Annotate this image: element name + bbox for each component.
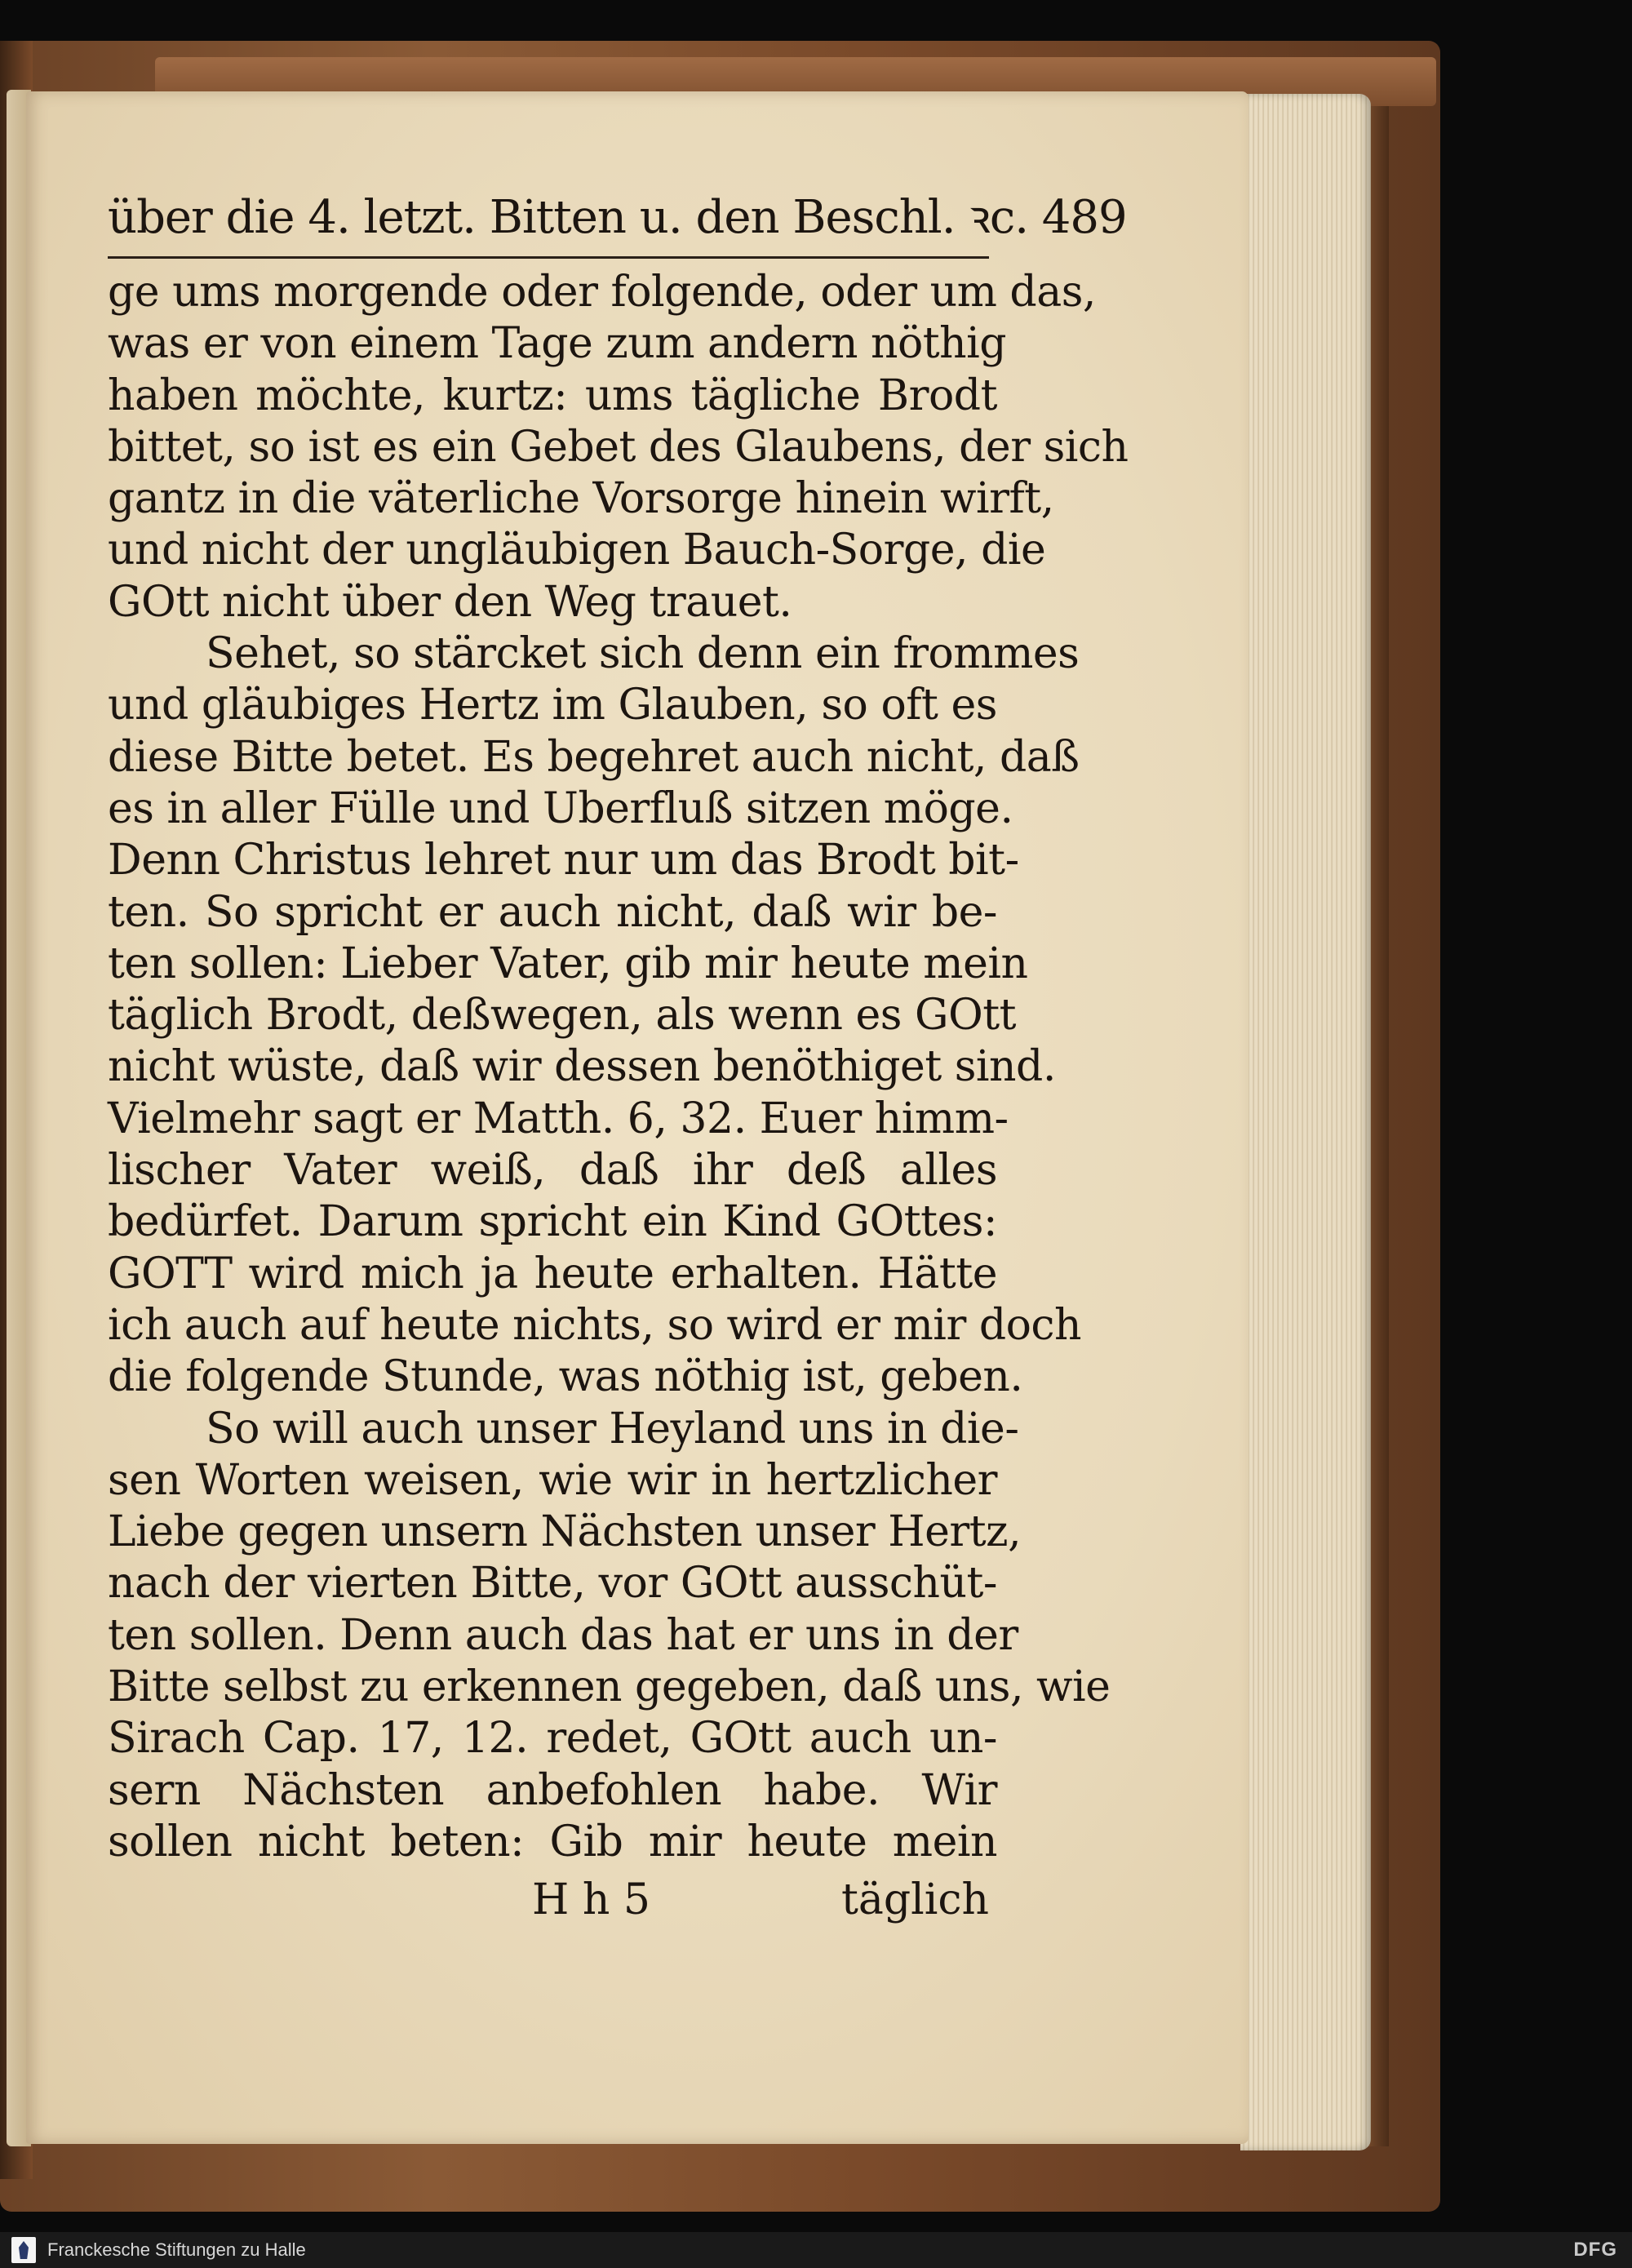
signature-mark: H h 5 [532, 1875, 650, 1925]
header-rule [108, 256, 989, 259]
dfg-logo: DFG [1573, 2239, 1617, 2261]
text-line: sen Worten weisen, wie wir in hertzlicher [108, 1455, 997, 1505]
text-line: sollen nicht beten: Gib mir heute mein [108, 1817, 997, 1866]
text-line: die folgende Stunde, was nöthig ist, geben. [108, 1352, 1023, 1402]
text-line: GOtt nicht über den Weg trauet. [108, 577, 792, 627]
text-line: Liebe gegen unsern Nächsten unser Hertz, [108, 1507, 1022, 1557]
text-line: ten sollen: Lieber Vater, gib mir heute mein [108, 939, 1028, 988]
text-line: Denn Christus lehret nur um das Brodt bit- [108, 836, 1019, 885]
running-header: über die 4. letzt. Bitten u. den Beschl. ꝛc. 489 [108, 191, 1127, 244]
text-line: Bitte selbst zu erkennen gegeben, daß uns, wie [108, 1662, 1111, 1712]
text-line: So will auch unser Heyland uns in die- [206, 1404, 1019, 1454]
text-line: und gläubiges Hertz im Glauben, so oft es [108, 681, 997, 730]
page-footer [108, 1875, 997, 1926]
text-line: Sehet, so stärcket sich denn ein frommes [206, 629, 1080, 679]
text-line: bittet, so ist es ein Gebet des Glaubens, der sich [108, 422, 1129, 472]
text-line: GOTT wird mich ja heute erhalten. Hätte [108, 1249, 997, 1298]
text-line: ge ums morgende oder folgende, oder um das, [108, 268, 1096, 317]
catchword: täglich [840, 1875, 989, 1925]
text-line: Sirach Cap. 17, 12. redet, GOtt auch un- [108, 1714, 997, 1764]
text-line: diese Bitte betet. Es begehret auch nicht, daß [108, 732, 1080, 782]
text-line: sern Nächsten anbefohlen habe. Wir [108, 1765, 997, 1815]
text-line: haben möchte, kurtz: ums tägliche Brodt [108, 371, 997, 420]
book-page [26, 91, 1248, 2144]
text-line: ich auch auf heute nichts, so wird er mir doch [108, 1300, 1082, 1350]
text-line: nach der vierten Bitte, vor GOtt ausschüt- [108, 1559, 997, 1609]
text-line: ten. So spricht er auch nicht, daß wir be- [108, 887, 997, 937]
text-line: es in aller Fülle und Uberfluß sitzen möge. [108, 783, 1013, 833]
text-line: bedürfet. Darum spricht ein Kind GOttes: [108, 1197, 997, 1247]
page-stack-edge [1240, 94, 1371, 2150]
text-line: und nicht der ungläubigen Bauch-Sorge, die [108, 526, 1046, 575]
text-line: täglich Brodt, deßwegen, als wenn es GOtt [108, 991, 1016, 1041]
info-bar [0, 2232, 1632, 2268]
text-block [108, 189, 1129, 1926]
text-line: was er von einem Tage zum andern nöthig [108, 319, 1007, 369]
institution-name: Franckesche Stiftungen zu Halle [47, 2239, 306, 2260]
text-line: lischer Vater weiß, daß ihr deß alles [108, 1146, 997, 1196]
text-line: gantz in die väterliche Vorsorge hinein wirft, [108, 474, 1054, 524]
text-line: Vielmehr sagt er Matth. 6, 32. Euer himm- [108, 1094, 1009, 1143]
text-line: nicht wüste, daß wir dessen benöthiget sind. [108, 1042, 1056, 1092]
institution-logo-icon [11, 2237, 36, 2263]
text-line: ten sollen. Denn auch das hat er uns in der [108, 1610, 1018, 1660]
